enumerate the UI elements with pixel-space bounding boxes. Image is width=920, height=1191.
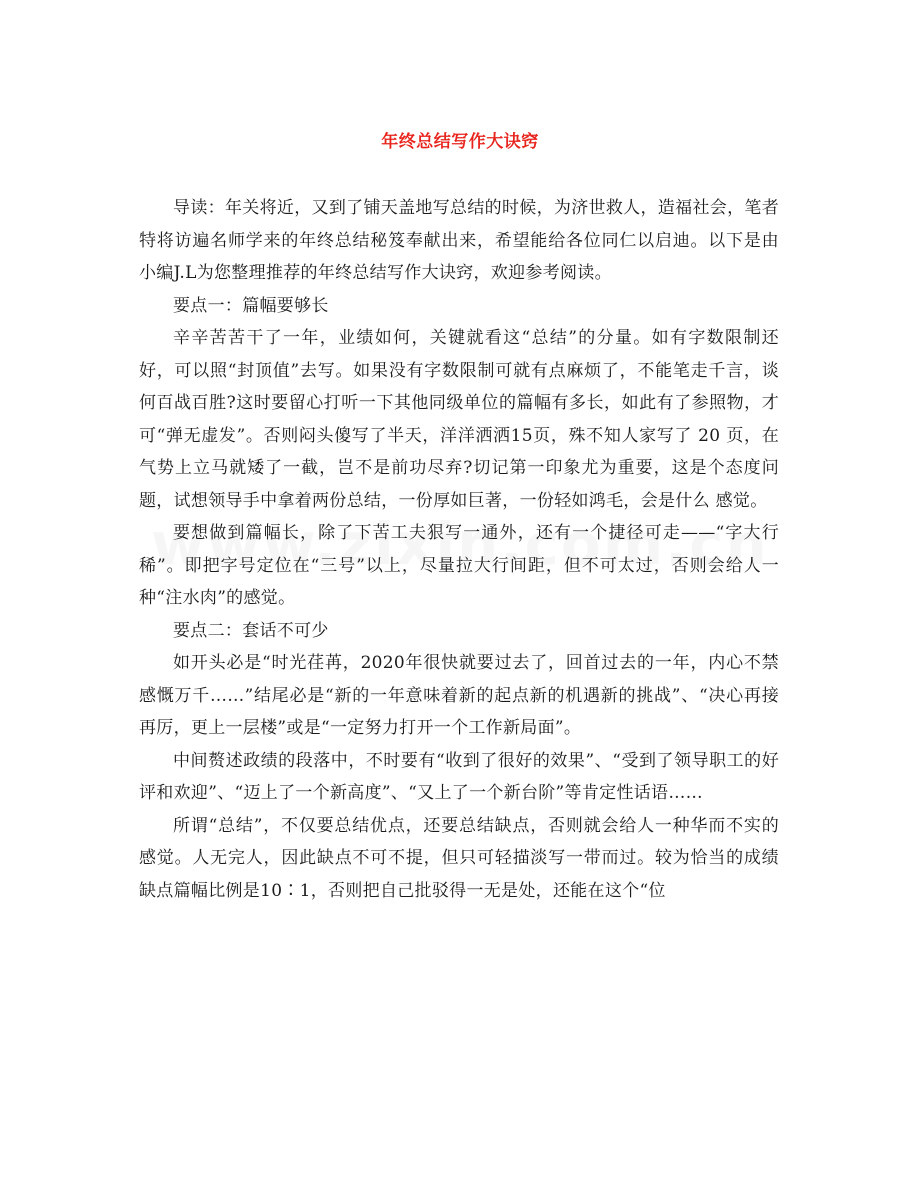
paragraph: 要想做到篇幅长，除了下苦工夫狠写一通外，还有一个捷径可走——“字大行稀”。即把字号定位在“三号”以上，尽量拉大行间距，但不可太过，否则会给人一种“注水肉”的感觉。 <box>139 523 779 608</box>
section-heading-2: 要点二：套话不可少 <box>173 620 329 641</box>
paragraph: 所谓“总结”，不仅要总结优点，还要总结缺点，否则就会给人一种华而不实的感觉。人无完人，因此缺点不可不提，但只可轻描淡写一带而过。较为恰当的成绩 缺点篇幅比例是10∶1，否则把自己批驳得一无是处，还能在这个“位 <box>139 815 779 901</box>
document-title: 年终总结写作大诀窍 <box>381 132 539 152</box>
document-body <box>139 192 779 907</box>
paragraph: 如开头必是“时光荏苒，2020年很快就要过去了，回首过去的一年，内心不禁感慨万千……”结尾必是“新的一年意味着新的起点新的机遇新的挑战”、“决心再接再厉，更上一层楼”或是“一定努力打开一个工作新局面”。 <box>139 653 779 738</box>
intro-paragraph: 导读：年关将近，又到了铺天盖地写总结的时候，为济世救人，造福社会，笔者特将访遍名师学来的年终总结秘笈奉献出来，希望能给各位同仁以启迪。以下是由小编J.L为您整理推荐的年终总结写作大诀窍，欢迎参考阅读。 <box>139 198 779 283</box>
paragraph: 中间赘述政绩的段落中，不时要有“收到了很好的效果”、“受到了领导职工的好评和欢迎”、“迈上了一个新高度”、“又上了一个新台阶”等肯定性话语…… <box>139 750 779 803</box>
paragraph: 辛辛苦苦干了一年，业绩如何，关键就看这“总结”的分量。如有字数限制还好，可以照“封顶值”去写。如果没有字数限制可就有点麻烦了，不能笔走千言，谈 何百战百胜?这时要留心打听一下其他同级单位的篇幅有多长，如此有了参照物，才可“弹无虚发”。否则闷头傻写了半天，洋洋洒洒15页，殊不知人家写了 20 页，在气势上立马就矮了一截，岂不是前功尽弃?切记第一印象尤为重要，这是个态度问题，试想领导手中拿着两份总结，一份厚如巨著，一份轻如鸿毛，会是什么 感觉。 <box>139 328 779 511</box>
section-heading-1: 要点一：篇幅要够长 <box>173 295 329 316</box>
